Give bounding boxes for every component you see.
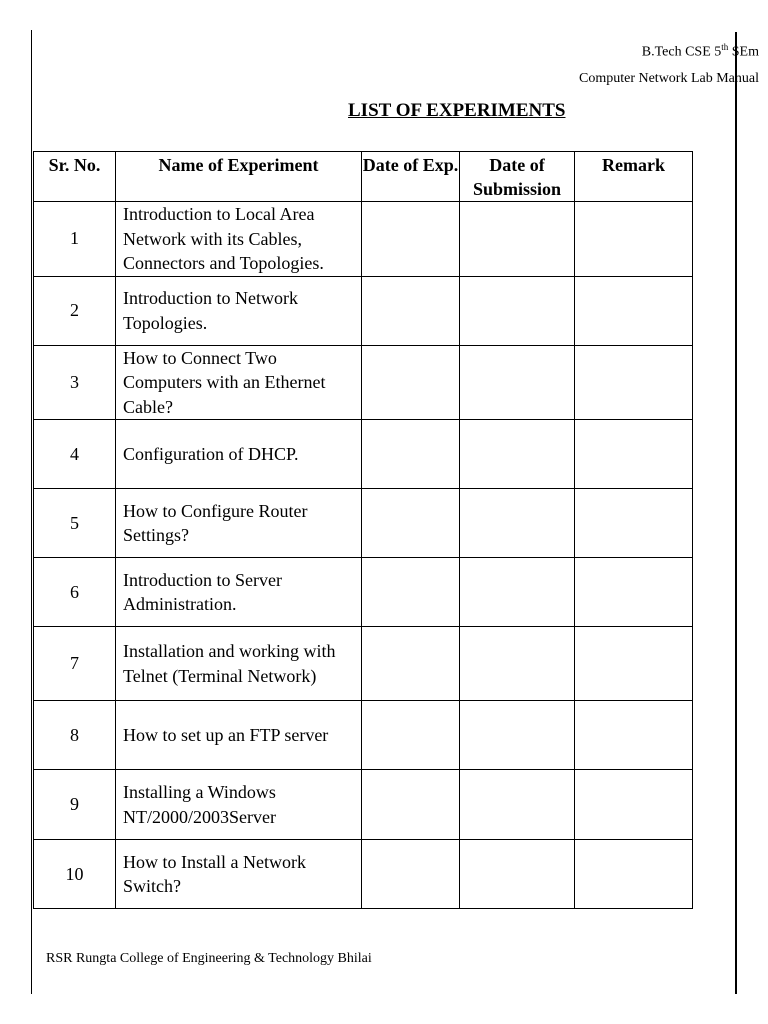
page-title: LIST OF EXPERIMENTS <box>348 100 566 121</box>
sr-no-cell: 3 <box>34 345 116 420</box>
remark-cell <box>575 558 693 627</box>
experiment-name-cell: Installation and working with Telnet (Terminal Network) <box>116 627 362 701</box>
remark-cell <box>575 345 693 420</box>
experiment-name-cell: Introduction to Network Topologies. <box>116 276 362 345</box>
manual-header: Computer Network Lab Manual <box>578 71 759 86</box>
experiment-name-cell: How to set up an FTP server <box>116 701 362 770</box>
date-submission-cell <box>460 420 575 489</box>
remark-cell <box>575 420 693 489</box>
sr-no-cell: 2 <box>34 276 116 345</box>
experiments-table <box>33 151 693 909</box>
column-header-sr-no: Sr. No. <box>34 152 116 202</box>
remark-cell <box>575 701 693 770</box>
date-submission-cell <box>460 701 575 770</box>
date-exp-cell <box>362 489 460 558</box>
sr-no-cell: 9 <box>34 770 116 840</box>
remark-cell <box>575 489 693 558</box>
table-header-row <box>34 152 693 202</box>
table-row <box>34 627 693 701</box>
experiment-name-cell: How to Install a Network Switch? <box>116 840 362 909</box>
table-row <box>34 701 693 770</box>
column-header-date-exp: Date of Exp. <box>362 152 460 202</box>
date-exp-cell <box>362 558 460 627</box>
sr-no-cell: 10 <box>34 840 116 909</box>
date-exp-cell <box>362 770 460 840</box>
sr-no-cell: 1 <box>34 202 116 277</box>
date-submission-cell <box>460 276 575 345</box>
sr-no-cell: 6 <box>34 558 116 627</box>
date-submission-cell <box>460 770 575 840</box>
column-header-remark: Remark <box>575 152 693 202</box>
table-row <box>34 202 693 277</box>
table-row <box>34 489 693 558</box>
table-row <box>34 345 693 420</box>
date-submission-cell <box>460 345 575 420</box>
experiment-name-cell: Introduction to Local Area Network with its Cables, Connectors and Topologies. <box>116 202 362 277</box>
experiment-name-cell: How to Configure Router Settings? <box>116 489 362 558</box>
date-exp-cell <box>362 420 460 489</box>
date-exp-cell <box>362 840 460 909</box>
date-submission-cell <box>460 489 575 558</box>
remark-cell <box>575 276 693 345</box>
date-exp-cell <box>362 701 460 770</box>
experiment-name-cell: Configuration of DHCP. <box>116 420 362 489</box>
experiment-name-cell: Introduction to Server Administration. <box>116 558 362 627</box>
left-margin-line <box>31 30 32 994</box>
remark-cell <box>575 627 693 701</box>
column-header-date-submission: Date of Submission <box>460 152 575 202</box>
remark-cell <box>575 770 693 840</box>
column-header-name: Name of Experiment <box>116 152 362 202</box>
sr-no-cell: 8 <box>34 701 116 770</box>
table-row <box>34 276 693 345</box>
experiment-name-cell: How to Connect Two Computers with an Ethernet Cable? <box>116 345 362 420</box>
sr-no-cell: 5 <box>34 489 116 558</box>
date-exp-cell <box>362 202 460 277</box>
date-submission-cell <box>460 202 575 277</box>
date-exp-cell <box>362 345 460 420</box>
table-row <box>34 558 693 627</box>
footer-college-name: RSR Rungta College of Engineering & Technology Bhilai <box>46 951 372 966</box>
remark-cell <box>575 840 693 909</box>
right-margin-line <box>735 32 737 994</box>
table-row <box>34 840 693 909</box>
date-submission-cell <box>460 627 575 701</box>
experiment-name-cell: Installing a Windows NT/2000/2003Server <box>116 770 362 840</box>
table-row <box>34 770 693 840</box>
date-submission-cell <box>460 840 575 909</box>
table-row <box>34 420 693 489</box>
date-exp-cell <box>362 276 460 345</box>
date-submission-cell <box>460 558 575 627</box>
remark-cell <box>575 202 693 277</box>
course-header: B.Tech CSE 5th SEm <box>641 42 759 60</box>
date-exp-cell <box>362 627 460 701</box>
sr-no-cell: 7 <box>34 627 116 701</box>
sr-no-cell: 4 <box>34 420 116 489</box>
